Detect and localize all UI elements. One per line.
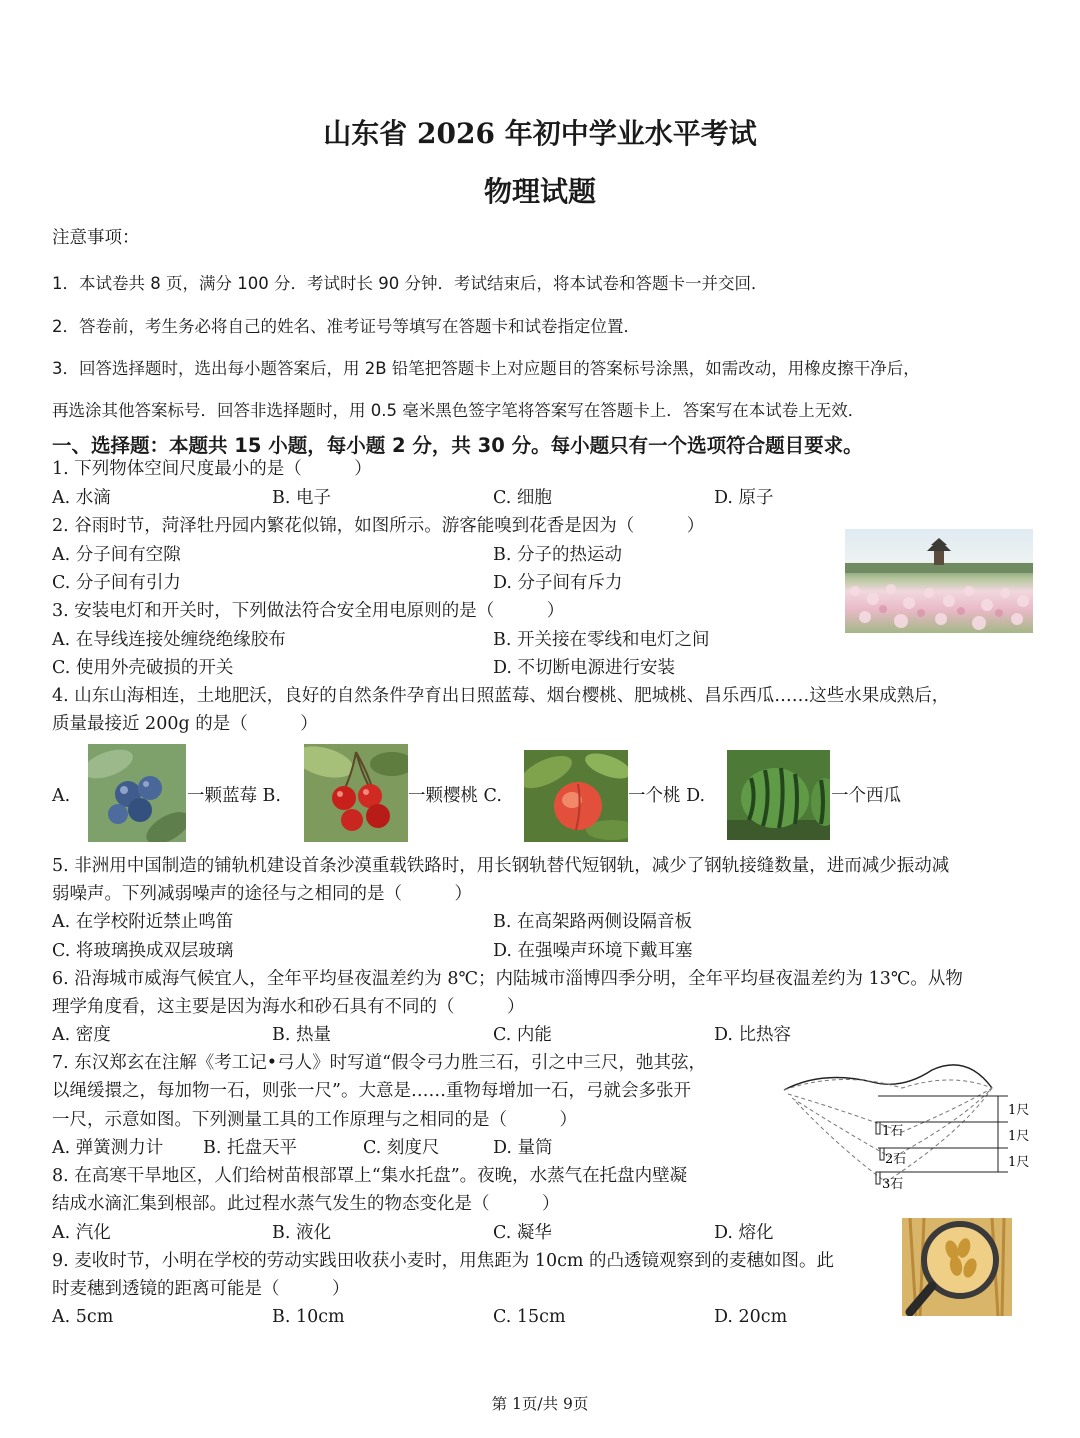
blueberry-photo	[88, 744, 186, 842]
notice-heading: 注意事项：	[52, 228, 140, 248]
q6-option-d: D. 比热容	[714, 1025, 792, 1045]
peach-photo	[524, 750, 628, 842]
q9-stem-line-1: 9. 麦收时节，小明在学校的劳动实践田收获小麦时，用焦距为 10cm 的凸透镜观察到的麦穗如图。此	[52, 1251, 835, 1271]
exam-subtitle: 物理试题	[483, 175, 596, 208]
q4-option-d-text: 一个西瓜	[831, 786, 901, 806]
fig-label-chi-2: 1尺	[1008, 1129, 1030, 1144]
q2-option-d: D. 分子间有斥力	[493, 573, 623, 593]
section-heading: 一、选择题：本题共 15 小题，每小题 2 分，共 30 分。每小题只有一个选项符合题目要求。	[52, 434, 863, 457]
page-number: 第 1页/共 9页	[491, 1395, 589, 1413]
q3-option-c: C. 使用外壳破损的开关	[52, 658, 234, 678]
q3-stem: 3. 安装电灯和开关时，下列做法符合安全用电原则的是（ ）	[52, 601, 565, 621]
q7-stem-line-2: 以绳缓擐之，每加物一石，则张一尺”。大意是……重物每增加一石，弓就会多张开	[52, 1081, 691, 1101]
q9-option-c: C. 15cm	[493, 1307, 566, 1327]
bow-diagram	[782, 1060, 1032, 1195]
q7-option-d: D. 量筒	[493, 1138, 553, 1158]
peony-garden-photo	[845, 529, 1033, 633]
q3-option-a: A. 在导线连接处缠绕绝缘胶布	[52, 630, 286, 650]
q4-option-a-text: 一颗蓝莓 B.	[187, 786, 281, 806]
q2-option-c: C. 分子间有引力	[52, 573, 181, 593]
notice-item-3-cont: 再选涂其他答案标号．回答非选择题时，用 0.5 毫米黑色签字笔将答案写在答题卡上．答案写在本试卷上无效．	[52, 401, 865, 420]
q8-stem-line-1: 8. 在高寒干旱地区，人们给树苗根部罩上“集水托盘”。夜晚，水蒸气在托盘内壁凝	[52, 1166, 688, 1186]
fig-label-chi-1: 1尺	[1008, 1103, 1030, 1118]
notice-item-2: 2．答卷前，考生务必将自己的姓名、准考证号等填写在答题卡和试卷指定位置．	[52, 317, 640, 336]
q4-option-b-text: 一颗樱桃 C.	[408, 786, 502, 806]
q5-option-a: A. 在学校附近禁止鸣笛	[52, 912, 234, 932]
q8-stem-line-2: 结成水滴汇集到根部。此过程水蒸气发生的物态变化是（ ）	[52, 1194, 560, 1214]
q1-stem: 1. 下列物体空间尺度最小的是（ ）	[52, 459, 372, 479]
q8-option-d: D. 熔化	[714, 1223, 774, 1243]
cherry-photo	[304, 744, 408, 842]
peach-icon	[524, 750, 628, 842]
q6-stem-line-2: 理学角度看，这主要是因为海水和砂石具有不同的（ ）	[52, 997, 525, 1017]
blueberry-icon	[88, 744, 186, 842]
q4-stem-line-2: 质量最接近 200g 的是（ ）	[52, 714, 318, 734]
fig-label-chi-3: 1尺	[1008, 1155, 1030, 1170]
q1-option-c: C. 细胞	[493, 488, 552, 508]
q3-option-d: D. 不切断电源进行安装	[493, 658, 676, 678]
q9-stem-line-2: 时麦穗到透镜的距离可能是（ ）	[52, 1279, 350, 1299]
q4-stem-line-1: 4. 山东山海相连，土地肥沃，良好的自然条件孕育出日照蓝莓、烟台樱桃、肥城桃、昌乐西瓜……这些水果成熟后，	[52, 686, 950, 706]
exam-title: 山东省 2026 年初中学业水平考试	[323, 117, 757, 150]
q7-option-a: A. 弹簧测力计	[52, 1138, 164, 1158]
q5-option-b: B. 在高架路两侧设隔音板	[493, 912, 692, 932]
q5-option-d: D. 在强噪声环境下戴耳塞	[493, 941, 693, 961]
q8-option-b: B. 液化	[272, 1223, 331, 1243]
q8-option-c: C. 凝华	[493, 1223, 552, 1243]
q6-option-b: B. 热量	[272, 1025, 331, 1045]
q4-option-a-label: A.	[52, 786, 71, 806]
q1-option-b: B. 电子	[272, 488, 331, 508]
q1-option-a: A. 水滴	[52, 488, 111, 508]
notice-item-1: 1．本试卷共 8 页，满分 100 分．考试时长 90 分钟．考试结束后，将本试卷和答题卡一并交回．	[52, 274, 768, 293]
q8-option-a: A. 汽化	[52, 1223, 111, 1243]
q4-option-c-text: 一个桃 D.	[628, 786, 706, 806]
wheat-magnifier-photo	[902, 1218, 1012, 1316]
q5-option-c: C. 将玻璃换成双层玻璃	[52, 941, 234, 961]
q2-option-b: B. 分子的热运动	[493, 545, 622, 565]
cherry-icon	[304, 744, 408, 842]
q7-stem-line-3: 一尺，示意如图。下列测量工具的工作原理与之相同的是（ ）	[52, 1110, 577, 1130]
fig-label-weight-3: 3石	[882, 1177, 904, 1192]
q9-option-b: B. 10cm	[272, 1307, 345, 1327]
q6-option-c: C. 内能	[493, 1025, 552, 1045]
q5-stem-line-1: 5. 非洲用中国制造的铺轨机建设首条沙漠重载铁路时，用长钢轨替代短钢轨，减少了钢轨接缝数量，进而减少振动减	[52, 856, 950, 876]
q6-option-a: A. 密度	[52, 1025, 111, 1045]
watermelon-photo	[727, 750, 830, 840]
fig-label-weight-1: 1石	[882, 1124, 904, 1139]
q7-option-b: B. 托盘天平	[203, 1138, 297, 1158]
pavilion-icon	[845, 529, 1033, 633]
q5-stem-line-2: 弱噪声。下列减弱噪声的途径与之相同的是（ ）	[52, 884, 472, 904]
q3-option-b: B. 开关接在零线和电灯之间	[493, 630, 710, 650]
q9-option-a: A. 5cm	[52, 1307, 114, 1327]
q7-option-c: C. 刻度尺	[363, 1138, 440, 1158]
q2-stem: 2. 谷雨时节，菏泽牡丹园内繁花似锦，如图所示。游客能嗅到花香是因为（ ）	[52, 516, 705, 536]
bow-outline	[784, 1065, 992, 1090]
q1-option-d: D. 原子	[714, 488, 774, 508]
q2-option-a: A. 分子间有空隙	[52, 545, 181, 565]
magnifier-icon	[902, 1218, 1012, 1316]
q6-stem-line-1: 6. 沿海城市威海气候宜人，全年平均昼夜温差约为 8℃；内陆城市淄博四季分明，全年平均昼夜温差约为 13℃。从物	[52, 969, 963, 989]
q9-option-d: D. 20cm	[714, 1307, 788, 1327]
q7-stem-line-1: 7. 东汉郑玄在注解《考工记•弓人》时写道“假令弓力胜三石，引之中三尺，弛其弦，	[52, 1053, 707, 1073]
fig-label-weight-2: 2石	[885, 1152, 907, 1167]
notice-item-3: 3．回答选择题时，选出每小题答案后，用 2B 铅笔把答题卡上对应题目的答案标号涂黑，如需改动，用橡皮擦干净后，	[52, 359, 920, 378]
watermelon-icon	[727, 750, 830, 840]
